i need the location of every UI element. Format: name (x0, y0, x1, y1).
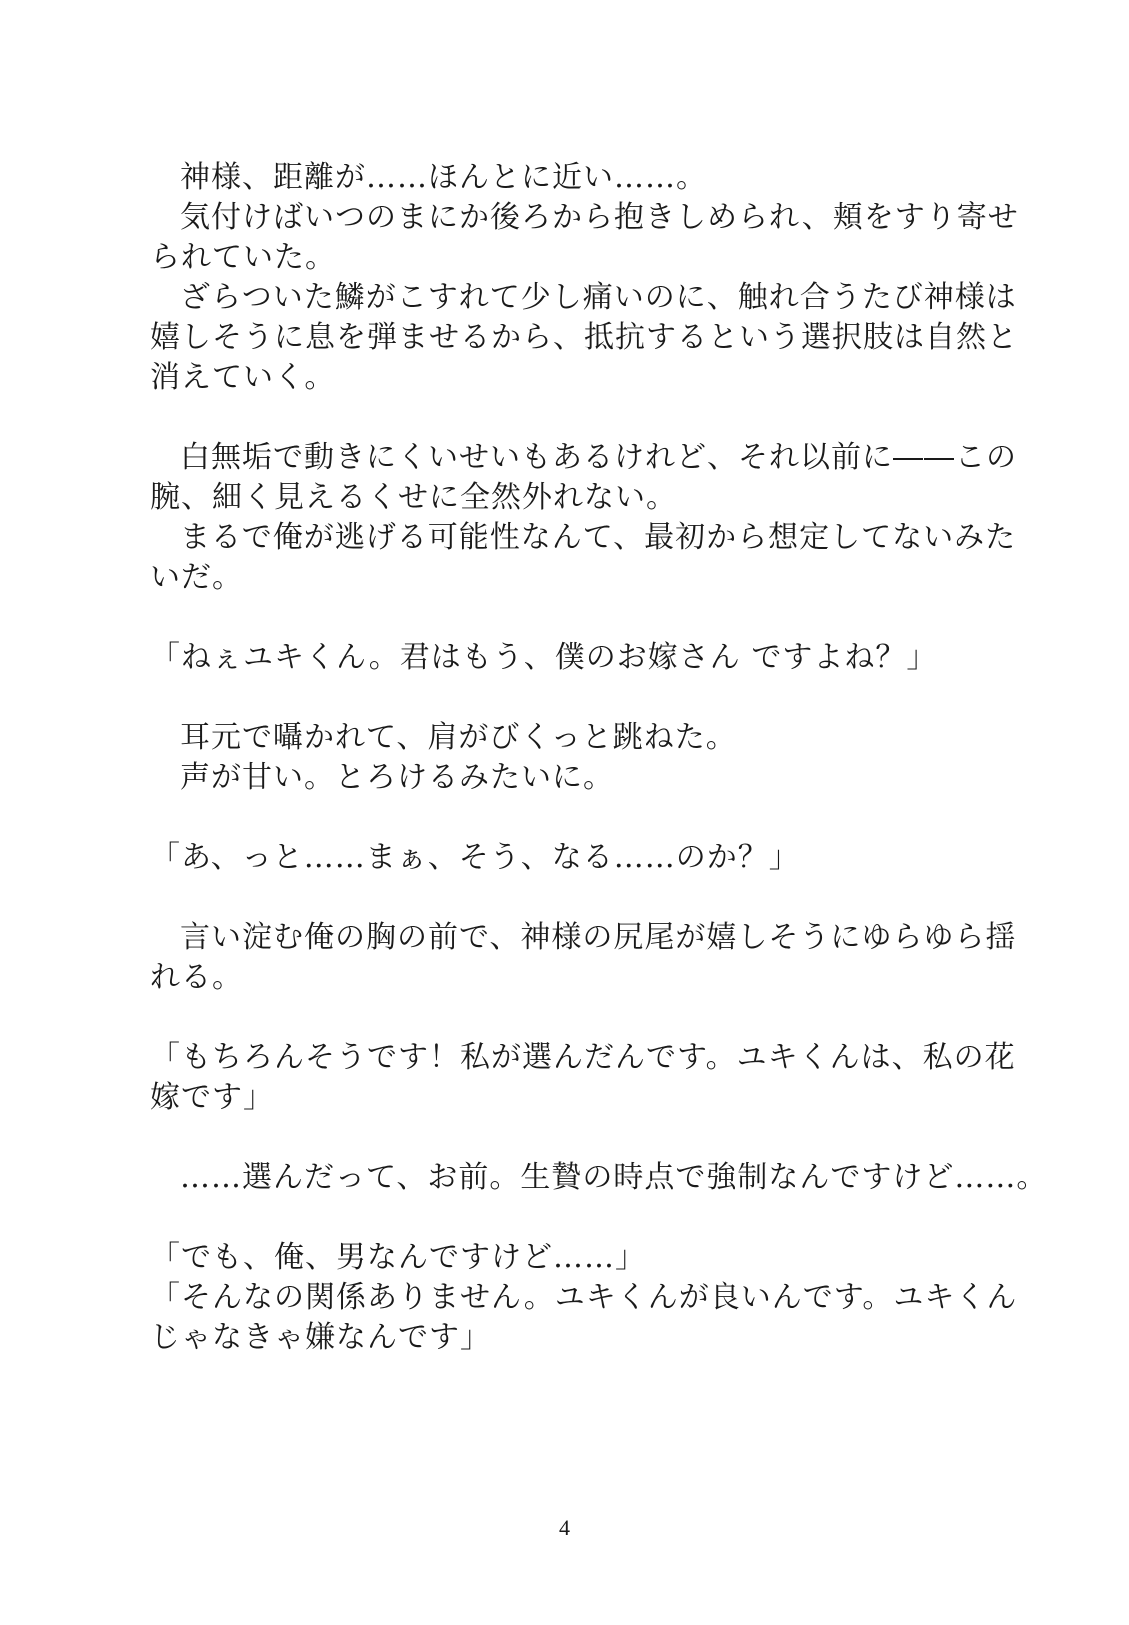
text-line: 耳元で囁かれて、肩がびくっと跳ねた。 (180, 720, 737, 755)
page-number: 4 (559, 1515, 570, 1540)
text-line: 声が甘い。とろけるみたいに。 (180, 760, 614, 795)
text-line: 白無垢で動きにくいせいもあるけれど、それ以前に――この (180, 440, 1017, 475)
text-line: 腕、細く見えるくせに全然外れない。 (150, 480, 677, 515)
text-line: ……選んだって、お前。生贄の時点で強制なんですけど……。 (180, 1160, 1048, 1195)
dialogue-line: 「あ、っと……まぁ、そう、なる……のか？」 (150, 840, 800, 875)
text-line: まるで俺が逃げる可能性なんて、最初から想定してないみた (180, 520, 1017, 555)
text-line: 神様、距離が……ほんとに近い……。 (180, 160, 707, 195)
text-line: 消えていく。 (150, 360, 336, 395)
dialogue-line: 「そんなの関係ありません。ユキくんが良いんです。ユキくん (150, 1280, 1018, 1315)
text-line: ざらついた鱗がこすれて少し痛いのに、触れ合うたび神様は (180, 280, 1017, 315)
text-line: れる。 (150, 960, 243, 995)
dialogue-line: 「もちろんそうです！私が選んだんです。ユキくんは、私の花 (150, 1040, 1016, 1075)
dialogue-line: じゃなきゃ嫌なんです」 (150, 1320, 491, 1355)
text-line: 気付けばいつのまにか後ろから抱きしめられ、頬をすり寄せ (180, 200, 1019, 235)
dialogue-line: 「でも、俺、男なんですけど……」 (150, 1240, 646, 1275)
dialogue-line: 嫁です」 (150, 1080, 274, 1115)
text-line: いだ。 (150, 560, 243, 595)
text-line: られていた。 (150, 240, 336, 275)
text-line: 嬉しそうに息を弾ませるから、抵抗するという選択肢は自然と (150, 320, 1018, 355)
text-line: 言い淀む俺の胸の前で、神様の尻尾が嬉しそうにゆらゆら揺 (180, 920, 1017, 955)
dialogue-line: 「ねぇユキくん。君はもう、僕のお嫁さん ですよね？」 (150, 640, 938, 675)
